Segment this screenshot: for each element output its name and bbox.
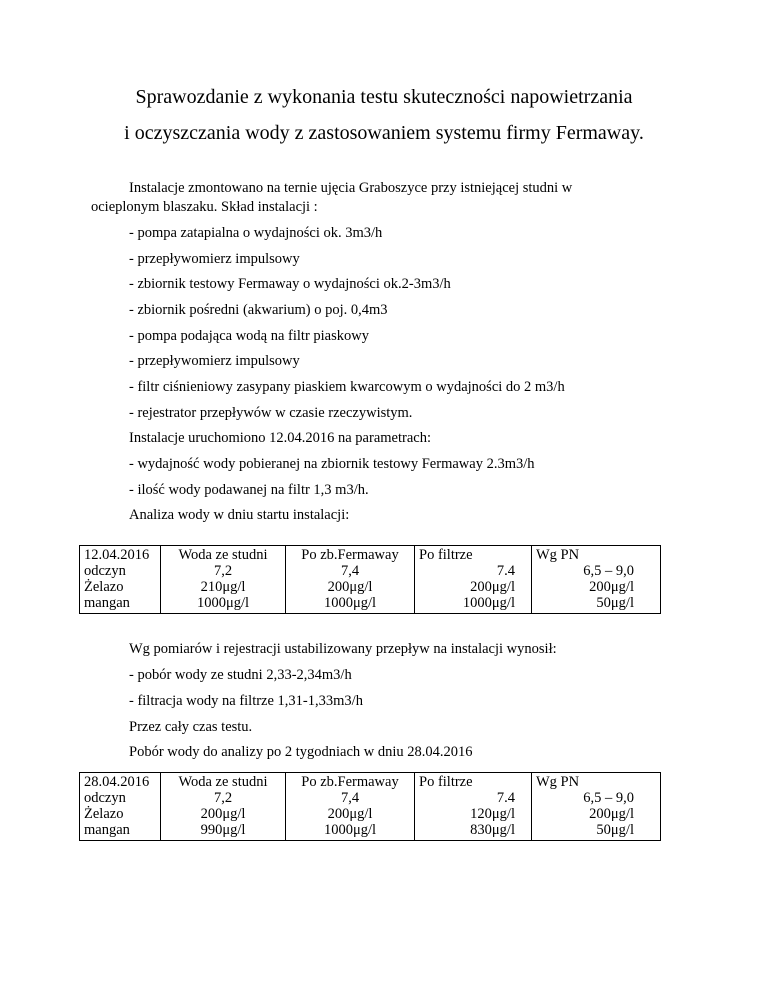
table-cell-text: 120μg/l (470, 806, 515, 822)
start-param: - ilość wody podawanej na filtr 1,3 m3/h. (129, 482, 369, 498)
table-cell-text: 6,5 – 9,0 (583, 790, 634, 806)
table-cell-text: 7.4 (496, 563, 515, 579)
table-cell-text: odczyn (84, 790, 126, 806)
component-item: - przepływomierz impulsowy (129, 353, 300, 369)
table-cell-well-water (161, 546, 286, 614)
component-item: - pompa podająca wodą na filtr piaskowy (129, 328, 369, 344)
table-cell-text: 7.4 (496, 790, 515, 806)
component-item: - filtr ciśnieniowy zasypany piaskiem kwarcowym o wydajności do 2 m3/h (129, 379, 565, 395)
component-item: - zbiornik pośredni (akwarium) o poj. 0,4m3 (129, 302, 388, 318)
table-cell-text: 1000μg/l (323, 822, 377, 838)
table-cell-text: mangan (84, 822, 130, 838)
table-cell-well-water (161, 773, 286, 841)
table-cell-text: 200μg/l (589, 579, 634, 595)
table-cell-text: Żelazo (84, 579, 124, 595)
table-cell-text: 200μg/l (327, 579, 373, 595)
water-analysis-table-after-2-weeks (79, 772, 661, 841)
report-title-line-1: Sprawozdanie z wykonania testu skuteczności napowietrzania (135, 86, 633, 108)
table-cell-text: Po zb.Fermaway (301, 547, 399, 563)
measurement-item: - filtracja wody na filtrze 1,31-1,33m3/h (129, 693, 363, 709)
table-cell-text: 28.04.2016 (84, 774, 150, 790)
component-item: - pompa zatapialna o wydajności ok. 3m3/h (129, 225, 383, 241)
component-item: - zbiornik testowy Fermaway o wydajności ok.2-3m3/h (129, 276, 451, 292)
table-cell-text: Żelazo (84, 806, 124, 822)
table-cell-text: 50μg/l (596, 822, 634, 838)
measurements-text: Wg pomiarów i rejestracji ustabilizowany przepływ na instalacji wynosił: (129, 641, 557, 657)
table-cell-text: 7,2 (213, 790, 233, 806)
duration-text: Przez cały czas testu. (129, 719, 253, 735)
table-cell-text: 1000μg/l (196, 595, 250, 611)
table-cell-norm-pn (532, 773, 661, 841)
table-cell-after-filter (415, 773, 532, 841)
table-cell-text: odczyn (84, 563, 126, 579)
table-cell-text: Wg PN (536, 774, 580, 790)
table-cell-text: Po filtrze (419, 774, 473, 790)
report-title-line-2: i oczyszczania wody z zastosowaniem systemu firmy Fermaway. (124, 122, 644, 144)
table-cell-text: 200μg/l (470, 579, 515, 595)
table-cell-text: mangan (84, 595, 130, 611)
table-cell-parameter (80, 773, 161, 841)
table-cell-text: 50μg/l (596, 595, 634, 611)
table-cell-text: 7,4 (340, 790, 360, 806)
table-cell-norm-pn (532, 546, 661, 614)
table-cell-text: 830μg/l (470, 822, 515, 838)
start-param: - wydajność wody pobieranej na zbiornik testowy Fermaway 2.3m3/h (129, 456, 535, 472)
table-cell-after-filter (415, 546, 532, 614)
table-cell-text: 200μg/l (589, 806, 634, 822)
table-cell-text: 210μg/l (200, 579, 246, 595)
table-cell-text: 6,5 – 9,0 (583, 563, 634, 579)
table-cell-text: 7,4 (340, 563, 360, 579)
table-cell-text: 1000μg/l (323, 595, 377, 611)
sample-text: Pobór wody do analizy po 2 tygodniach w dniu 28.04.2016 (129, 744, 473, 760)
table-cell-after-fermaway (286, 773, 415, 841)
table-row (80, 546, 661, 614)
intro-line-2: ocieplonym blaszaku. Skład instalacji : (91, 199, 318, 215)
water-analysis-table-start (79, 545, 661, 614)
component-item: - rejestrator przepływów w czasie rzeczywistym. (129, 405, 413, 421)
table-cell-text: 12.04.2016 (84, 547, 150, 563)
intro-line-1: Instalacje zmontowano na ternie ujęcia Graboszyce przy istniejącej studni w (129, 180, 573, 196)
component-item: - przepływomierz impulsowy (129, 251, 300, 267)
table-cell-text: Po zb.Fermaway (301, 774, 399, 790)
start-text: Instalacje uruchomiono 12.04.2016 na parametrach: (129, 430, 431, 446)
analysis-heading: Analiza wody w dniu startu instalacji: (129, 507, 350, 523)
table-cell-text: Woda ze studni (178, 774, 268, 790)
table-cell-text: 1000μg/l (462, 595, 515, 611)
table-cell-after-fermaway (286, 546, 415, 614)
table-cell-text: Wg PN (536, 547, 580, 563)
table-cell-text: Woda ze studni (178, 547, 268, 563)
table-row (80, 773, 661, 841)
table-cell-text: 200μg/l (200, 806, 246, 822)
table-cell-text: 990μg/l (200, 822, 246, 838)
table-cell-text: 7,2 (213, 563, 233, 579)
table-cell-parameter (80, 546, 161, 614)
table-cell-text: 200μg/l (327, 806, 373, 822)
table-cell-text: Po filtrze (419, 547, 473, 563)
measurement-item: - pobór wody ze studni 2,33-2,34m3/h (129, 667, 352, 683)
